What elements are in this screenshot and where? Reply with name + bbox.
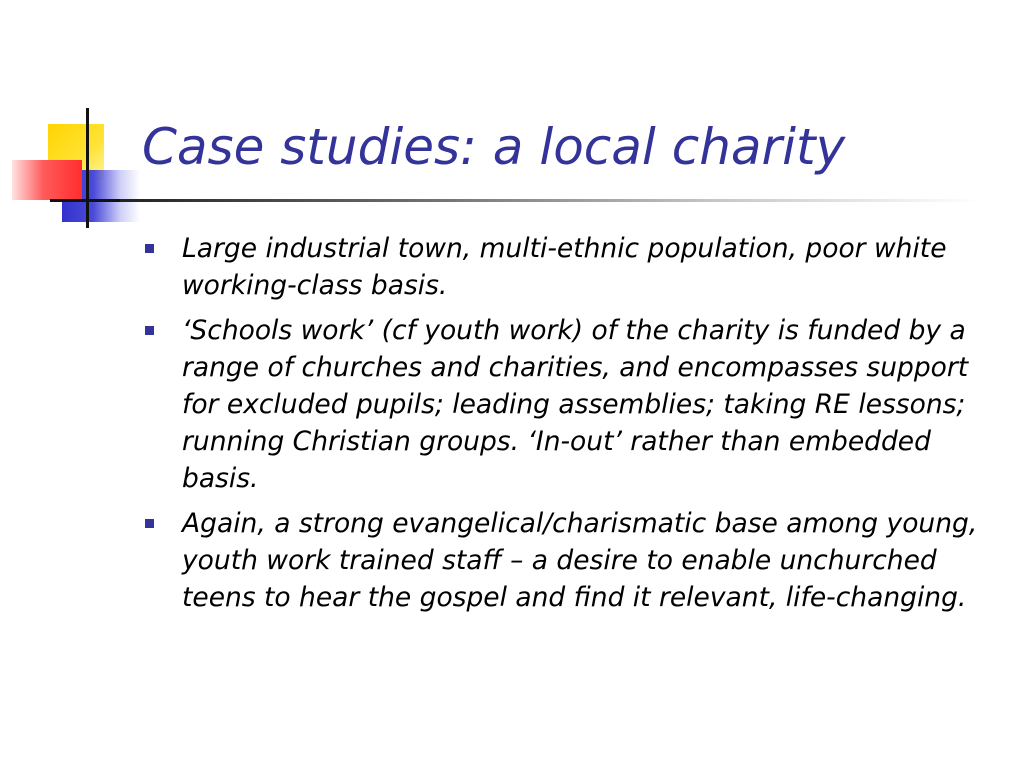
square-bullet-icon bbox=[145, 326, 154, 335]
bullet-item bbox=[142, 505, 1012, 616]
bullet-text: ‘Schools work’ (cf youth work) of the charity is funded by a range of churches and charities, and encompasses support for excluded pupils; leading assemblies; taking RE lessons; running Christian groups. ‘In-out’ rather than embedded basis. bbox=[182, 315, 969, 494]
bullet-item bbox=[142, 312, 1012, 497]
bullet-text: Again, a strong evangelical/charismatic base among young, youth work trained staff – a desire to enable unchurched teens to hear the gospel and find it relevant, life-changing. bbox=[182, 508, 978, 613]
square-bullet-icon bbox=[145, 519, 154, 528]
decorative-red-square bbox=[12, 160, 82, 200]
bullet-item bbox=[142, 230, 1012, 304]
decorative-vertical-line bbox=[86, 108, 89, 228]
decorative-horizontal-line bbox=[50, 199, 122, 202]
title-underline-rule bbox=[120, 199, 980, 202]
bullet-text: Large industrial town, multi-ethnic population, poor white working-class basis. bbox=[182, 233, 947, 301]
bullet-list bbox=[142, 230, 1012, 624]
slide-title: Case studies: a local charity bbox=[142, 118, 846, 176]
square-bullet-icon bbox=[145, 244, 154, 253]
